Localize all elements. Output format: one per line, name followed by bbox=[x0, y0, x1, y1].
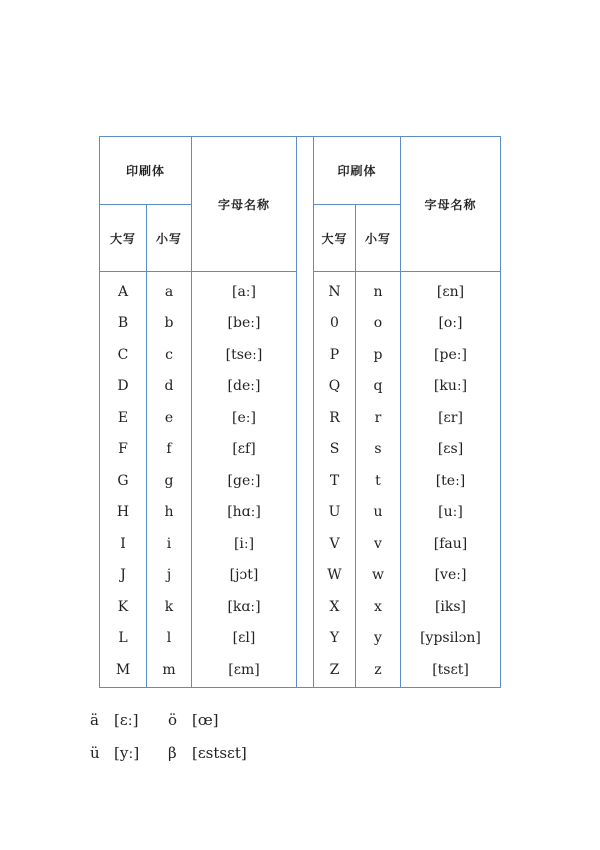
left-name-cell: [ɛm] bbox=[228, 661, 260, 678]
right-upper-cell: P bbox=[329, 346, 340, 363]
special-letter: β bbox=[168, 744, 177, 762]
left-upper-cell: L bbox=[118, 630, 128, 647]
special-letters-row bbox=[90, 737, 247, 770]
special-letter: ü bbox=[90, 744, 100, 762]
left-upper-cell: E bbox=[117, 409, 129, 426]
left-name-cell: [ɛl] bbox=[232, 630, 256, 647]
left-name-cell: [kɑː] bbox=[227, 598, 261, 615]
left-name-cell: [geː] bbox=[227, 472, 261, 489]
right-name-cell: [tsɛt] bbox=[432, 661, 469, 678]
special-letter-sound: [œ] bbox=[192, 711, 219, 729]
alphabet-table bbox=[99, 136, 501, 688]
special-letters bbox=[90, 704, 247, 770]
right-upper-cell: 0 bbox=[330, 315, 339, 332]
right-upper-cell: Y bbox=[329, 630, 340, 647]
left-upper-cell: K bbox=[117, 598, 129, 615]
left-upper-cell: B bbox=[117, 315, 129, 332]
right-uppercase-column bbox=[314, 273, 355, 687]
right-lower-cell: y bbox=[374, 630, 382, 647]
right-name-cell: [ɛr] bbox=[438, 409, 463, 426]
left-name-cell: [ɛf] bbox=[232, 441, 256, 458]
right-upper-cell: Q bbox=[328, 378, 341, 395]
header-lowercase-left: 小写 bbox=[147, 205, 192, 272]
left-upper-cell: A bbox=[117, 283, 129, 300]
right-lower-cell: r bbox=[374, 409, 382, 426]
right-lower-cell: x bbox=[374, 598, 382, 615]
left-name-cell: [tseː] bbox=[225, 346, 263, 363]
left-lower-cell: d bbox=[164, 378, 174, 395]
left-name-cell: [aː] bbox=[232, 283, 256, 300]
left-upper-cell: M bbox=[115, 661, 131, 678]
right-upper-cell: V bbox=[329, 535, 340, 552]
right-name-cell: [ypsilɔn] bbox=[420, 630, 481, 647]
special-letter-sound: [ɛː] bbox=[114, 711, 139, 729]
left-lower-cell: g bbox=[164, 472, 174, 489]
header-print-form-left: 印刷体 bbox=[100, 137, 192, 205]
right-upper-cell: N bbox=[328, 283, 341, 300]
left-lowercase-column bbox=[147, 273, 191, 687]
right-letter-name-column bbox=[401, 273, 500, 687]
right-name-cell: [veː] bbox=[434, 567, 467, 584]
right-lowercase-column bbox=[356, 273, 400, 687]
right-upper-cell: S bbox=[329, 441, 340, 458]
left-upper-cell: C bbox=[117, 346, 129, 363]
header-lowercase-right: 小写 bbox=[356, 205, 401, 272]
right-lower-cell: u bbox=[373, 504, 383, 521]
right-lower-cell: t bbox=[375, 472, 381, 489]
left-upper-cell: F bbox=[118, 441, 128, 458]
left-lower-cell: c bbox=[165, 346, 173, 363]
left-lower-cell: m bbox=[162, 661, 176, 678]
right-name-cell: [peː] bbox=[434, 346, 467, 363]
special-letter: ä bbox=[90, 711, 99, 729]
right-lower-cell: n bbox=[373, 283, 383, 300]
left-lower-cell: e bbox=[164, 409, 174, 426]
left-upper-cell: G bbox=[117, 472, 129, 489]
table-gap bbox=[297, 137, 314, 688]
special-letters-row bbox=[90, 704, 247, 737]
left-letter-name-column bbox=[192, 273, 296, 687]
left-name-cell: [beː] bbox=[227, 315, 261, 332]
right-lower-cell: s bbox=[374, 441, 382, 458]
right-upper-cell: Z bbox=[329, 661, 340, 678]
header-letter-name-left: 字母名称 bbox=[192, 137, 297, 272]
right-name-cell: [kuː] bbox=[433, 378, 468, 395]
left-upper-cell: H bbox=[116, 504, 130, 521]
left-lower-cell: i bbox=[166, 535, 172, 552]
left-lower-cell: j bbox=[166, 567, 172, 584]
left-lower-cell: f bbox=[166, 441, 172, 458]
right-name-cell: [teː] bbox=[435, 472, 466, 489]
left-lower-cell: h bbox=[164, 504, 174, 521]
left-lower-cell: b bbox=[164, 315, 174, 332]
left-lower-cell: k bbox=[164, 598, 174, 615]
right-lower-cell: w bbox=[372, 567, 384, 584]
left-lower-cell: l bbox=[166, 630, 172, 647]
special-letter-sound: [yː] bbox=[114, 744, 140, 762]
left-name-cell: [eː] bbox=[232, 409, 256, 426]
special-letter-sound: [ɛstsɛt] bbox=[192, 744, 247, 762]
right-upper-cell: R bbox=[329, 409, 340, 426]
left-lower-cell: a bbox=[164, 283, 174, 300]
right-name-cell: [iks] bbox=[434, 598, 467, 615]
header-print-form-right: 印刷体 bbox=[314, 137, 401, 205]
left-name-cell: [iː] bbox=[233, 535, 255, 552]
left-name-cell: [deː] bbox=[227, 378, 261, 395]
left-upper-cell: D bbox=[117, 378, 129, 395]
right-name-cell: [ɛn] bbox=[436, 283, 465, 300]
left-name-cell: [hɑː] bbox=[227, 504, 261, 521]
right-name-cell: [ɛs] bbox=[437, 441, 464, 458]
right-lower-cell: v bbox=[374, 535, 382, 552]
left-upper-cell: I bbox=[120, 535, 126, 552]
right-lower-cell: p bbox=[373, 346, 383, 363]
right-lower-cell: o bbox=[373, 315, 383, 332]
header-uppercase-right: 大写 bbox=[314, 205, 356, 272]
right-upper-cell: T bbox=[329, 472, 340, 489]
left-name-cell: [jɔt] bbox=[229, 567, 259, 584]
header-letter-name-right: 字母名称 bbox=[401, 137, 501, 272]
right-upper-cell: U bbox=[328, 504, 341, 521]
left-upper-cell: J bbox=[120, 567, 126, 584]
right-name-cell: [oː] bbox=[438, 315, 463, 332]
right-name-cell: [uː] bbox=[438, 504, 463, 521]
right-lower-cell: q bbox=[373, 378, 383, 395]
header-uppercase-left: 大写 bbox=[100, 205, 147, 272]
left-uppercase-column bbox=[100, 273, 146, 687]
special-letter: ö bbox=[168, 711, 178, 729]
right-upper-cell: X bbox=[329, 598, 340, 615]
right-upper-cell: W bbox=[327, 567, 342, 584]
right-lower-cell: z bbox=[374, 661, 382, 678]
right-name-cell: [fau] bbox=[433, 535, 468, 552]
